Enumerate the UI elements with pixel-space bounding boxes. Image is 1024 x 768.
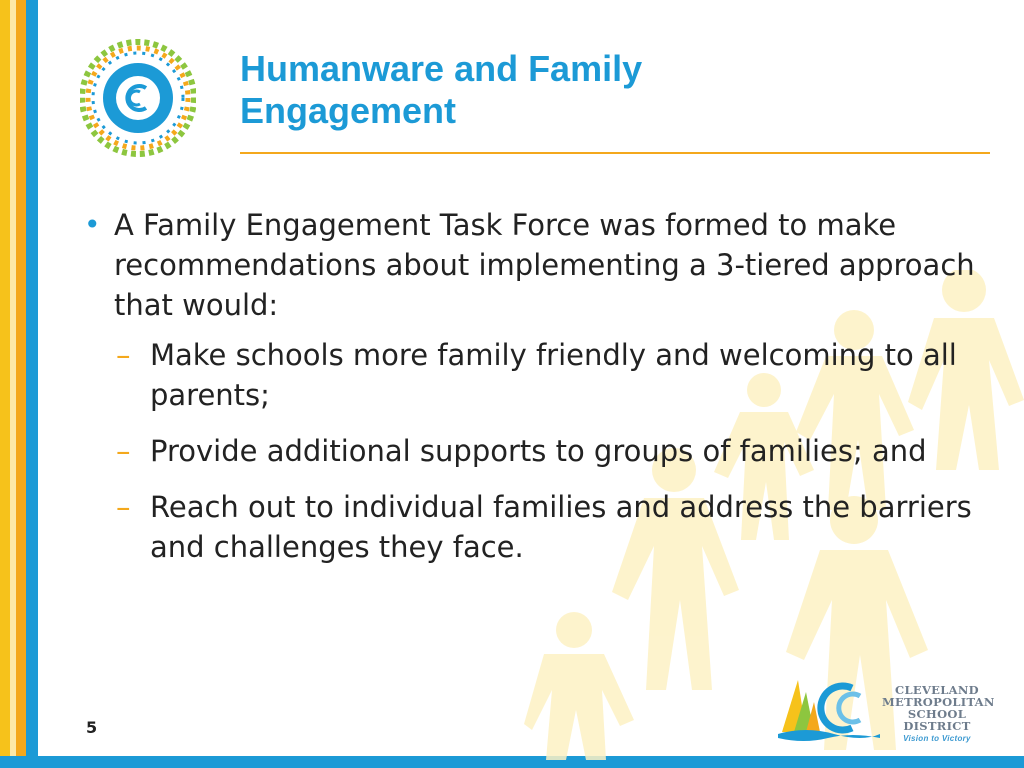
bullet-item <box>82 205 982 325</box>
sub-bullet-item <box>116 431 982 471</box>
dash-icon: – <box>116 434 131 468</box>
sub-bullet-item <box>116 487 982 567</box>
slide-title-line2: Engagement <box>240 90 457 131</box>
left-stripe-yellow <box>0 0 10 768</box>
bullet-dot-icon: • <box>84 208 101 241</box>
title-underline <box>240 152 990 154</box>
cmsd-line3: SCHOOL DISTRICT <box>903 707 971 733</box>
cmsd-tagline: Vision to Victory <box>903 734 971 743</box>
cmsd-mark-icon <box>776 672 880 742</box>
left-stripe-orange <box>16 0 26 768</box>
sub-bullet-text: Provide additional supports to groups of families; and <box>150 434 927 468</box>
cmsd-line2: METROPOLITAN <box>882 695 995 709</box>
dash-icon: – <box>116 338 131 372</box>
slide-title-line1: Humanware and Family <box>240 48 643 89</box>
left-stripe-white <box>38 0 52 768</box>
bullet-text: A Family Engagement Task Force was formed to make recommendations about implementing a 3-tiered approach that would: <box>114 208 975 322</box>
sub-bullet-text: Reach out to individual families and address the barriers and challenges they face. <box>150 490 972 564</box>
cmsd-logo <box>776 672 996 742</box>
sub-bullet-text: Make schools more family friendly and welcoming to all parents; <box>150 338 957 412</box>
cmsd-wordmark <box>882 683 995 745</box>
dash-icon: – <box>116 490 131 524</box>
slide-body <box>82 205 982 583</box>
slide-title <box>240 48 980 132</box>
page-number: 5 <box>86 718 98 737</box>
left-stripe-blue <box>26 0 38 768</box>
humanware-logo <box>80 34 196 162</box>
cmsd-line1: CLEVELAND <box>895 683 979 697</box>
sub-bullet-item <box>116 335 982 415</box>
sub-bullet-list <box>82 335 982 567</box>
